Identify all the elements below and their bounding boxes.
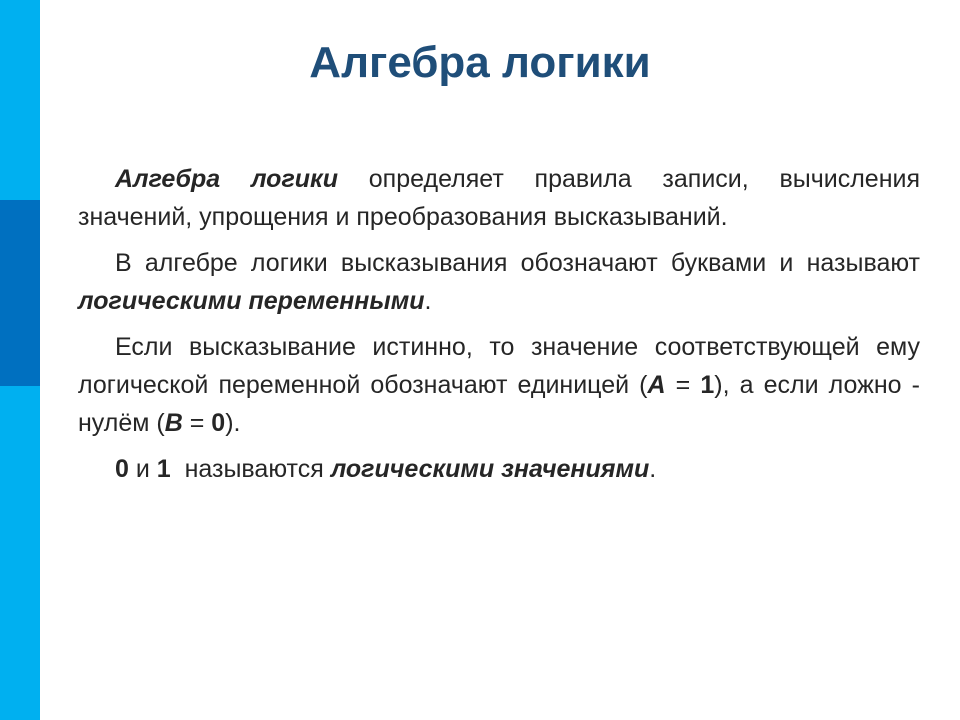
slide-title: Алгебра логики (309, 38, 651, 87)
paragraph-text: Если высказывание истинно, то значение соответствующей ему логической переменной обозначают единицей ( (78, 333, 920, 399)
paragraph-text: ). (225, 409, 241, 437)
term-logical-variables: логическими переменными (78, 287, 425, 315)
value-zero: 0 (115, 455, 129, 483)
paragraph-logical-values (78, 450, 920, 488)
value-one: 1 (156, 455, 171, 483)
paragraph-text: определяет правила записи, вычисления значений, упрощения и преобразования высказываний. (78, 165, 920, 231)
paragraph-end: . (424, 287, 432, 315)
paragraph-text: называются (170, 455, 331, 483)
term-algebra-of-logic: Алгебра логики (115, 165, 339, 193)
equals-sign: = (665, 371, 701, 399)
paragraph-text: В алгебре логики высказывания обозначают буквами и называют (115, 249, 920, 277)
paragraph-text: ), а если ложно - нулём ( (78, 371, 920, 437)
slide-body (78, 160, 920, 496)
variable-a: А (647, 371, 666, 399)
value-zero: 0 (211, 409, 226, 437)
value-one: 1 (700, 371, 715, 399)
equals-sign: = (182, 409, 212, 437)
paragraph-definition (78, 160, 920, 236)
variable-b: В (164, 409, 183, 437)
paragraph-values-example (78, 328, 920, 442)
paragraph-variables (78, 244, 920, 320)
paragraph-end: . (649, 455, 657, 483)
left-accent-bar-dark-segment (0, 200, 40, 386)
term-logical-values: логическими значениями (330, 455, 650, 483)
conjunction: и (128, 455, 157, 483)
